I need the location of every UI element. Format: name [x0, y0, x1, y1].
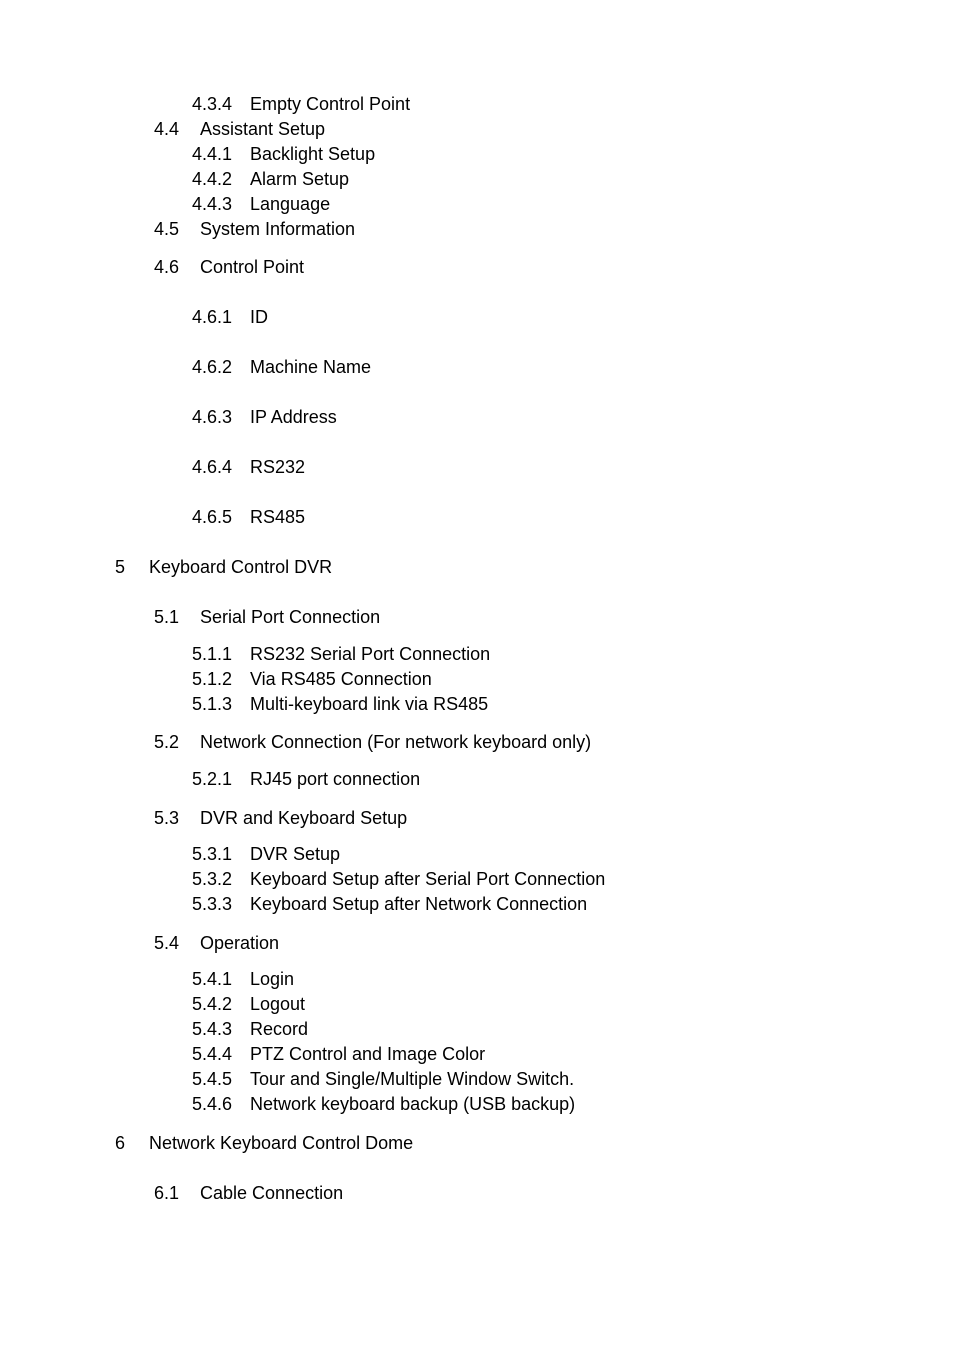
toc-entry-number: 4.6: [154, 256, 180, 277]
toc-entry-number: 4.6.1: [192, 306, 233, 327]
toc-entry-number: 4.5: [154, 218, 180, 239]
toc-entry-title: Network keyboard backup (USB backup): [250, 1093, 576, 1114]
toc-entry-title: Keyboard Setup after Network Connection: [250, 893, 588, 914]
toc-entry-title: Record: [250, 1018, 309, 1039]
toc-entry-title: IP Address: [250, 406, 337, 427]
toc-entry-title: Login: [250, 968, 295, 989]
toc-entry-number: 5: [115, 556, 126, 577]
toc-entry-number: 4.6.4: [192, 456, 233, 477]
toc-entry-title: DVR and Keyboard Setup: [200, 807, 408, 828]
toc-entry-number: 5.3.3: [192, 893, 233, 914]
toc-entry-title: Cable Connection: [200, 1182, 344, 1203]
toc-entry-number: 5.4.2: [192, 993, 233, 1014]
toc-entry-number: 4.4: [154, 118, 180, 139]
toc-entry-title: RS232: [250, 456, 306, 477]
toc-entry-title: Keyboard Setup after Serial Port Connection: [250, 868, 606, 889]
toc-entry-title: Logout: [250, 993, 306, 1014]
toc-entry-number: 5.4.4: [192, 1043, 233, 1064]
toc-entry-title: Empty Control Point: [250, 93, 411, 114]
toc-entry-number: 5.1.1: [192, 643, 233, 664]
toc-entry-title: RS485: [250, 506, 306, 527]
toc-entry-title: Serial Port Connection: [200, 606, 381, 627]
toc-entry-title: RS232 Serial Port Connection: [250, 643, 491, 664]
toc-entry-number: 4.6.2: [192, 356, 233, 377]
toc-entry-title: RJ45 port connection: [250, 768, 421, 789]
toc-entry-number: 5.4.6: [192, 1093, 233, 1114]
toc-entry-number: 5.2.1: [192, 768, 233, 789]
toc-entry-title: Backlight Setup: [250, 143, 376, 164]
toc-entry-number: 5.1.3: [192, 693, 233, 714]
toc-entry-title: System Information: [200, 218, 356, 239]
toc-entry-number: 5.3.1: [192, 843, 233, 864]
toc-entry-number: 6: [115, 1132, 126, 1153]
toc-entry-number: 4.4.3: [192, 193, 233, 214]
toc-entry-number: 5.1: [154, 606, 180, 627]
toc-entry-title: Control Point: [200, 256, 305, 277]
toc-entry-title: Alarm Setup: [250, 168, 350, 189]
toc-entry-number: 5.4.1: [192, 968, 233, 989]
toc-entry-number: 5.4.3: [192, 1018, 233, 1039]
toc-entry-number: 5.3: [154, 807, 180, 828]
toc-entry-number: 5.3.2: [192, 868, 233, 889]
toc-entry-number: 6.1: [154, 1182, 180, 1203]
toc-entry-number: 4.4.1: [192, 143, 233, 164]
toc-entry-title: Tour and Single/Multiple Window Switch.: [250, 1068, 575, 1089]
toc-entry-title: Machine Name: [250, 356, 372, 377]
toc-entry-title: PTZ Control and Image Color: [250, 1043, 486, 1064]
toc-entry-number: 5.2: [154, 731, 180, 752]
toc-entry-title: Network Keyboard Control Dome: [149, 1132, 414, 1153]
toc-entry-title: Multi-keyboard link via RS485: [250, 693, 489, 714]
toc-entry-number: 4.3.4: [192, 93, 233, 114]
toc-entry-number: 5.1.2: [192, 668, 233, 689]
toc-entry-title: Via RS485 Connection: [250, 668, 432, 689]
toc-entry-number: 5.4: [154, 932, 180, 953]
toc-entry-number: 4.6.3: [192, 406, 233, 427]
toc-entry-title: DVR Setup: [250, 843, 341, 864]
toc-entry-title: Assistant Setup: [200, 118, 326, 139]
toc-entry-title: Operation: [200, 932, 280, 953]
toc-entry-title: Language: [250, 193, 331, 214]
toc-entry-number: 4.4.2: [192, 168, 233, 189]
toc-entry-title: Network Connection (For network keyboard only): [200, 731, 592, 752]
toc-entry-title: ID: [250, 306, 268, 327]
toc-entry-number: 5.4.5: [192, 1068, 233, 1089]
toc-entry-title: Keyboard Control DVR: [149, 556, 333, 577]
toc-entry-number: 4.6.5: [192, 506, 233, 527]
